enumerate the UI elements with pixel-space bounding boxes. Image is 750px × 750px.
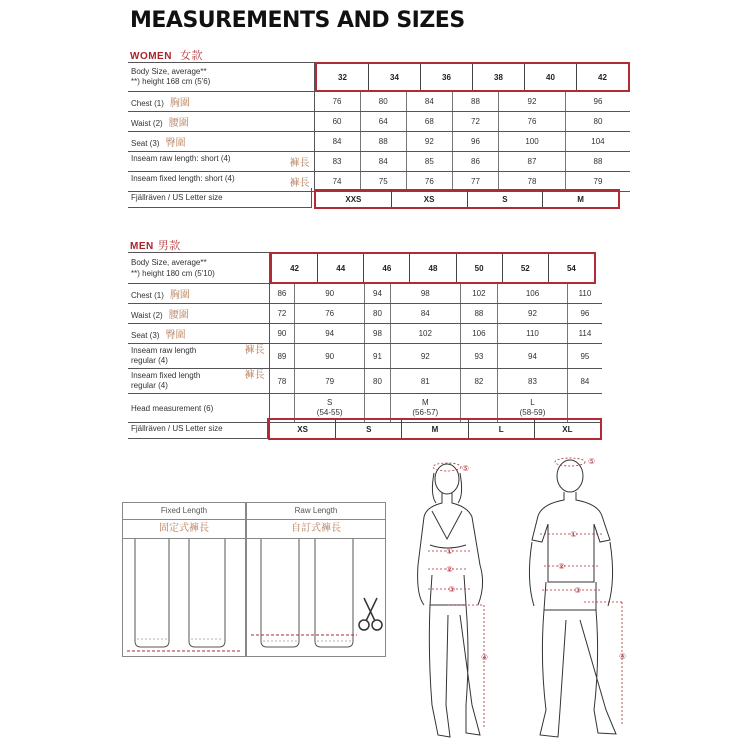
row-label-text: Inseam raw length xyxy=(131,346,197,355)
women-label-cn: 女款 xyxy=(179,50,203,62)
women-label: WOMEN xyxy=(130,51,172,62)
table-cell: 110 xyxy=(498,324,568,344)
table-row xyxy=(128,284,602,304)
table-cell: 79 xyxy=(295,369,365,394)
table-cell: 78 xyxy=(499,172,566,192)
women-letter-label: Fjällräven / US Letter size xyxy=(128,188,312,208)
marker-2: ② xyxy=(446,565,454,574)
table-cell: 77 xyxy=(452,172,498,192)
row-label-text: Inseam fixed length: short (4) xyxy=(131,174,235,183)
man-marker-5: ⑤ xyxy=(588,457,596,466)
row-label xyxy=(128,112,314,132)
table-cell: 110 xyxy=(567,284,602,304)
table-cell: 92 xyxy=(499,92,566,112)
women-size-5: 42 xyxy=(598,72,607,82)
men-section-label xyxy=(130,237,181,253)
table-row xyxy=(128,324,602,344)
women-measure-table xyxy=(128,92,630,192)
row-label-text: Seat (3) xyxy=(131,139,160,148)
table-cell: 88 xyxy=(452,92,498,112)
table-cell: 80 xyxy=(360,92,406,112)
table-cell: 96 xyxy=(567,304,602,324)
marker-1: ① xyxy=(446,547,454,556)
table-cell: 68 xyxy=(406,112,452,132)
table-row xyxy=(128,152,630,172)
row-label-cn: 腰圍 xyxy=(168,118,189,129)
table-cell: 86 xyxy=(452,152,498,172)
row-label-text: Seat (3) xyxy=(131,331,160,340)
table-cell: 90 xyxy=(295,344,365,369)
table-cell: 93 xyxy=(460,344,497,369)
table-cell: 88 xyxy=(360,132,406,152)
row-label-text: regular (4) xyxy=(131,381,168,390)
men-label: MEN xyxy=(130,241,154,252)
row-label-text: Chest (1) xyxy=(131,99,164,108)
women-sizes-box xyxy=(315,62,630,92)
table-cell: 60 xyxy=(314,112,360,132)
table-cell: 74 xyxy=(314,172,360,192)
women-size-2: 36 xyxy=(421,64,473,90)
table-row xyxy=(128,369,602,394)
men-size-0: 42 xyxy=(272,254,318,282)
table-cell: 114 xyxy=(567,324,602,344)
table-cell: 92 xyxy=(390,344,460,369)
head-range: (58-59) xyxy=(519,408,546,417)
women-section-label xyxy=(130,47,203,63)
table-cell: 102 xyxy=(390,324,460,344)
row-label xyxy=(128,92,314,112)
man-marker-2: ② xyxy=(558,562,566,571)
table-cell: 94 xyxy=(365,284,391,304)
table-row xyxy=(128,132,630,152)
women-size-3: 38 xyxy=(473,64,525,90)
table-cell: 72 xyxy=(452,112,498,132)
table-cell: 87 xyxy=(499,152,566,172)
table-cell: 85 xyxy=(406,152,452,172)
men-letter-size-0: XS xyxy=(270,420,336,438)
man-marker-1: ① xyxy=(570,530,578,539)
man-figure-illustration xyxy=(518,450,638,745)
marker-3: ③ xyxy=(448,585,456,594)
table-cell: 106 xyxy=(460,324,497,344)
women-size-4: 40 xyxy=(525,64,577,90)
row-label xyxy=(128,284,269,304)
row-label-cn: 褲長 xyxy=(244,345,265,356)
table-cell: 76 xyxy=(314,92,360,112)
table-cell: 75 xyxy=(360,172,406,192)
women-body-size-label: Body Size, average** **) height 168 cm (5'6) xyxy=(128,63,314,92)
men-body-size-label: Body Size, average** **) height 180 cm (5'10) xyxy=(128,253,269,284)
row-label-text: Waist (2) xyxy=(131,311,163,320)
row-label xyxy=(128,344,269,369)
table-cell: 76 xyxy=(499,112,566,132)
men-letter-size-3: L xyxy=(469,420,535,438)
table-cell: 102 xyxy=(460,284,497,304)
table-cell: 72 xyxy=(269,304,295,324)
table-cell: 76 xyxy=(295,304,365,324)
table-row xyxy=(128,92,630,112)
raw-length-cn: 自訂式褲長 xyxy=(247,520,385,539)
woman-figure-illustration xyxy=(410,455,510,745)
table-cell: 76 xyxy=(406,172,452,192)
table-cell: 91 xyxy=(365,344,391,369)
table-cell: 98 xyxy=(365,324,391,344)
table-cell: 98 xyxy=(390,284,460,304)
head-size: S xyxy=(327,398,333,407)
row-label-cn: 胸圍 xyxy=(169,290,190,301)
table-cell: 84 xyxy=(406,92,452,112)
men-size-2: 46 xyxy=(364,254,410,282)
fixed-length-panel xyxy=(122,502,246,657)
table-cell: 83 xyxy=(314,152,360,172)
row-label-text: Inseam raw length: short (4) xyxy=(131,154,231,163)
row-label xyxy=(128,369,269,394)
row-label-cn: 褲長 xyxy=(289,178,310,189)
table-cell: 64 xyxy=(360,112,406,132)
row-label-cn: 褲長 xyxy=(244,370,265,381)
raw-length-panel xyxy=(246,502,386,657)
men-size-4: 50 xyxy=(457,254,503,282)
men-size-5: 52 xyxy=(503,254,549,282)
row-label-cn: 胸圍 xyxy=(169,98,190,109)
table-cell: 94 xyxy=(498,344,568,369)
table-cell: 104 xyxy=(565,132,630,152)
man-marker-4: ④ xyxy=(619,652,627,661)
table-cell: 84 xyxy=(360,152,406,172)
table-cell: 95 xyxy=(567,344,602,369)
men-size-1: 44 xyxy=(318,254,364,282)
table-cell: 88 xyxy=(565,152,630,172)
row-label: Head measurement (6) xyxy=(128,394,269,423)
row-label-cn: 臀圍 xyxy=(165,138,186,149)
table-cell: 82 xyxy=(460,369,497,394)
women-letter-sizes-box xyxy=(314,189,620,209)
table-cell: 96 xyxy=(565,92,630,112)
row-label-text: Waist (2) xyxy=(131,119,163,128)
table-cell: 92 xyxy=(406,132,452,152)
men-label-cn: 男款 xyxy=(157,240,181,252)
table-cell: 83 xyxy=(498,369,568,394)
table-cell: 78 xyxy=(269,369,295,394)
women-size-0: 32 xyxy=(317,64,369,90)
table-cell: 90 xyxy=(295,284,365,304)
table-cell: 84 xyxy=(390,304,460,324)
table-row xyxy=(128,304,602,324)
man-marker-3: ③ xyxy=(574,586,582,595)
table-cell: 81 xyxy=(390,369,460,394)
fixed-length-cn: 固定式褲長 xyxy=(123,520,245,539)
row-label-text: Chest (1) xyxy=(131,291,164,300)
head-range: (54-55) xyxy=(316,408,343,417)
fixed-length-pants-illustration xyxy=(123,539,245,658)
table-cell: 80 xyxy=(365,304,391,324)
table-cell: 89 xyxy=(269,344,295,369)
table-cell: 90 xyxy=(269,324,295,344)
table-cell: 94 xyxy=(295,324,365,344)
table-row xyxy=(128,344,602,369)
marker-4: ④ xyxy=(481,653,489,662)
table-cell: 86 xyxy=(269,284,295,304)
table-cell: 88 xyxy=(460,304,497,324)
marker-5: ⑤ xyxy=(462,464,470,473)
table-cell: 100 xyxy=(499,132,566,152)
head-size: L xyxy=(530,398,535,407)
women-letter-size-3: M xyxy=(577,194,584,204)
men-sizes-box xyxy=(270,252,596,284)
men-letter-size-4: XL xyxy=(562,424,573,434)
table-cell: 84 xyxy=(314,132,360,152)
row-label-cn: 腰圍 xyxy=(168,310,189,321)
table-cell: 80 xyxy=(365,369,391,394)
table-cell: 96 xyxy=(452,132,498,152)
table-cell: 84 xyxy=(567,369,602,394)
row-label xyxy=(128,132,314,152)
head-range: (56-57) xyxy=(412,408,439,417)
fixed-length-label: Fixed Length xyxy=(123,503,245,520)
table-cell: 80 xyxy=(565,112,630,132)
scissors-icon xyxy=(355,595,387,635)
women-size-1: 34 xyxy=(369,64,421,90)
table-cell: 92 xyxy=(498,304,568,324)
men-letter-sizes-box xyxy=(268,418,602,440)
women-letter-size-0: XXS xyxy=(316,191,392,207)
raw-length-label: Raw Length xyxy=(247,503,385,520)
row-label-text: regular (4) xyxy=(131,356,168,365)
row-label xyxy=(128,304,269,324)
men-letter-label: Fjällräven / US Letter size xyxy=(128,418,268,439)
men-measure-table xyxy=(128,284,602,423)
men-size-6: 54 xyxy=(566,263,576,273)
row-label-cn: 褲長 xyxy=(289,158,310,169)
table-cell: 79 xyxy=(565,172,630,192)
row-label-text: Inseam fixed length xyxy=(131,371,201,380)
row-label xyxy=(128,152,314,172)
row-label-cn: 臀圍 xyxy=(165,330,186,341)
table-cell: 106 xyxy=(498,284,568,304)
women-letter-size-2: S xyxy=(468,191,544,207)
men-letter-size-2: M xyxy=(402,420,468,438)
men-size-3: 48 xyxy=(410,254,456,282)
row-label xyxy=(128,324,269,344)
women-letter-size-1: XS xyxy=(392,191,468,207)
men-letter-size-1: S xyxy=(336,420,402,438)
page-title: MEASUREMENTS AND SIZES xyxy=(130,8,465,33)
head-size: M xyxy=(421,398,429,407)
table-row xyxy=(128,112,630,132)
